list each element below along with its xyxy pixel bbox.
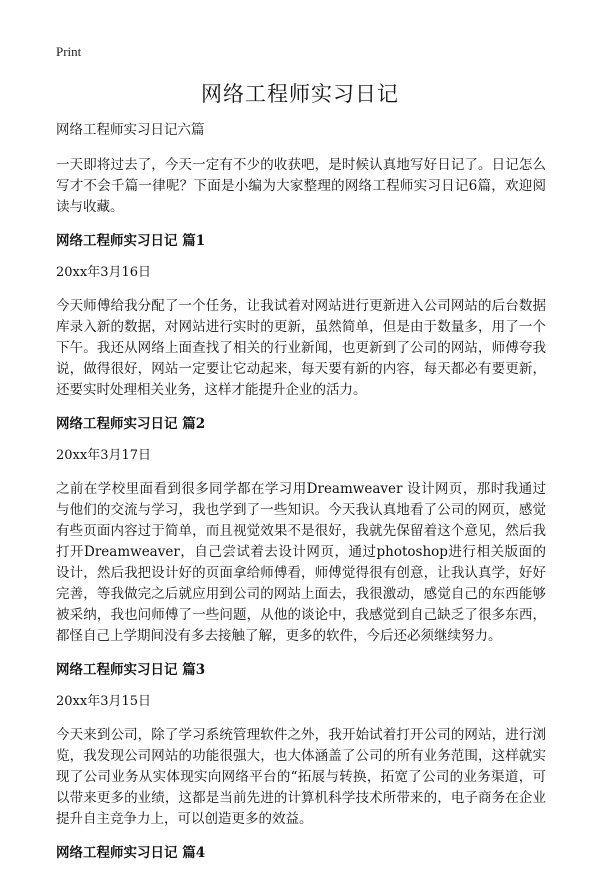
document-subtitle: 网络工程师实习日记六篇 — [56, 122, 205, 138]
section-heading: 网络工程师实习日记 篇1 — [56, 233, 206, 249]
entry-body: 今天师傅给我分配了一个任务，让我试着对网站进行更新进入公司网站的后台数据库录入新的数据，对网站进行实时的更新，虽然简单，但是由于数量多，用了一个下午。我还从网络上面查找了相关的行业新闻，也更新到了公司的网站，师傅夸我说，做得很好，网站一定要让它动起来，每天要有新的内容，每天都必有要更新，还要实时处理相关业务，这样才能提升企业的活力。 — [56, 298, 546, 398]
document-title: 网络工程师实习日记 — [201, 82, 399, 106]
diary-entry-1 — [56, 232, 546, 401]
entry-date: 20xx年3月15日 — [56, 694, 152, 709]
entry-body: 之前在学校里面看到很多同学都在学习用Dreamweaver 设计网页，那时我通过与他们的交流与学习，我也学到了一些知识。今天我认真地看了公司的网页，感觉有些页面内容过于简单，而且视觉效果不是很好，我就先保留着这个意见，然后我打开Dreamweaver，自己尝试着去设计网页，通过photoshop进行相关版面的设计，然后我把设计好的页面拿给师傅看，师傅觉得很有创意，让我认真学，好好完善，等我做完之后就应用到公司的网站上面去，我很激动，感觉自己的东西能够被采纳，我也问师傅了一些问题，从他的谈论中，我感觉到自己缺乏了很多东西，都怪自己上学期间没有多去接触了解，更多的软件，今后还必须继续努力。 — [56, 481, 546, 644]
intro-paragraph: 一天即将过去了，今天一定有不少的收获吧，是时候认真地写好日记了。日记怎么写才不会千篇一律呢？下面是小编为大家整理的网络工程师实习日记6篇，欢迎阅读与收藏。 — [56, 157, 546, 215]
diary-entry-3 — [56, 661, 546, 830]
diary-entry-2 — [56, 415, 546, 647]
document-body — [56, 121, 546, 876]
entry-body: 今天来到公司，除了学习系统管理软件之外，我开始试着打开公司的网站，进行浏览，我发现公司网站的功能很强大，也大体涵盖了公司的所有业务范围，这样就实现了公司业务从实体现实向网络平台的“拓展与转换，拓宽了公司的业务渠道，可以带来更多的业绩，这都是当前先进的计算机科学技术所带来的，电子商务在企业提升自主竞争力上，可以创造更多的效益。 — [56, 727, 546, 827]
diary-entry-4 — [56, 844, 546, 862]
section-heading: 网络工程师实习日记 篇2 — [56, 416, 206, 432]
print-link[interactable]: Print — [56, 44, 82, 59]
entry-date: 20xx年3月16日 — [56, 265, 152, 280]
entry-date: 20xx年3月17日 — [56, 448, 152, 463]
section-heading: 网络工程师实习日记 篇3 — [56, 662, 206, 678]
section-heading: 网络工程师实习日记 篇4 — [56, 845, 206, 861]
